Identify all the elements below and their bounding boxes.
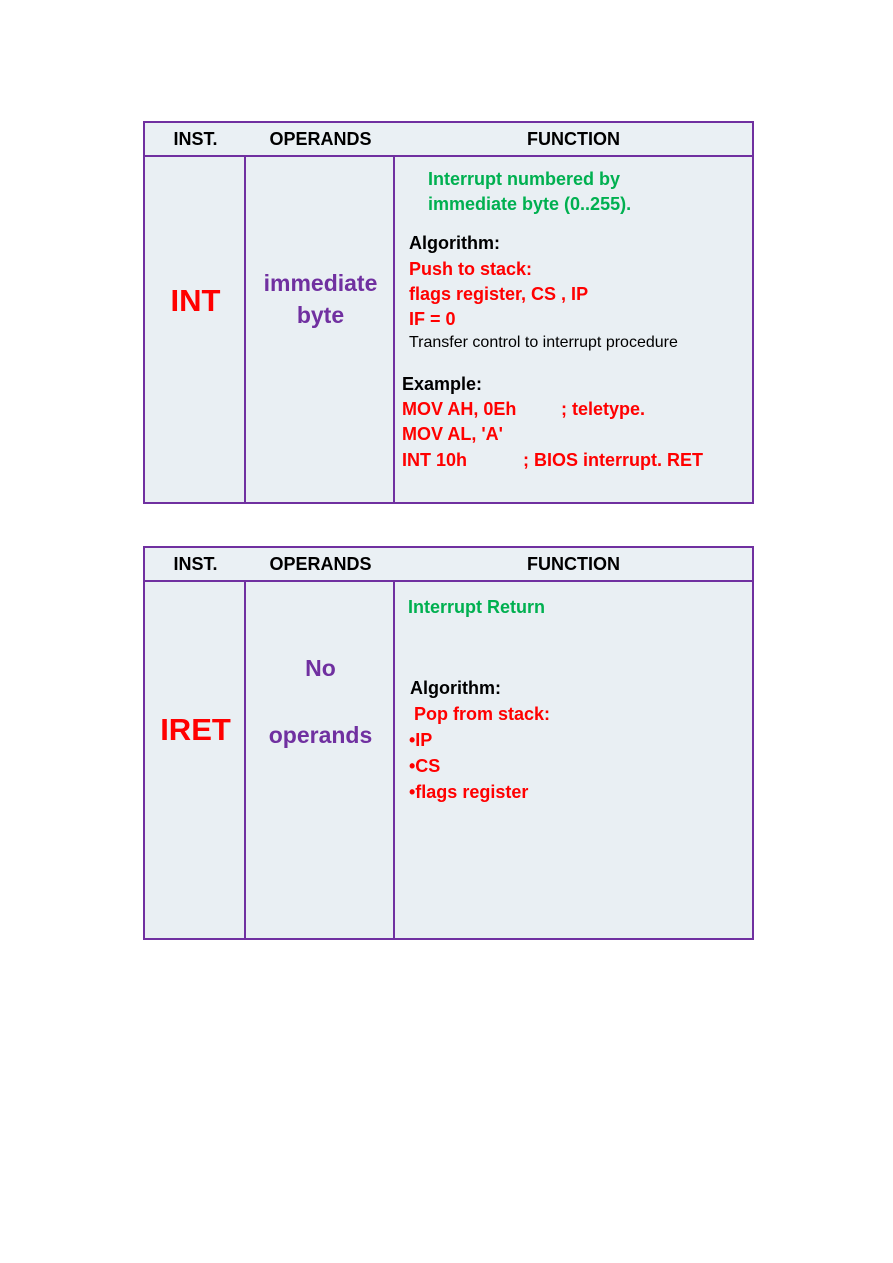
algorithm-line-4: •flags register — [409, 782, 529, 802]
algorithm-line-1: Pop from stack: — [414, 704, 551, 724]
example-code-1: MOV AH, 0Eh — [402, 399, 517, 419]
header-inst: INST. — [173, 554, 218, 574]
example-label: Example: — [402, 374, 483, 394]
algorithm-line-2: •IP — [409, 730, 433, 750]
algorithm-label: Algorithm: — [409, 233, 500, 253]
transfer-control-text: Transfer control to interrupt procedure — [409, 334, 678, 351]
operand-line-2: byte — [296, 302, 345, 328]
instruction-table-iret — [143, 546, 754, 940]
operand-line-1: immediate — [263, 270, 378, 296]
instruction-table-int — [143, 121, 754, 504]
algorithm-line-1: Push to stack: — [409, 259, 533, 279]
example-comment-3: ; BIOS interrupt. RET — [523, 450, 703, 470]
algorithm-line-2: flags register, CS , IP — [409, 284, 589, 304]
description-line-2: immediate byte (0..255). — [428, 194, 632, 214]
example-code-3: INT 10h — [402, 450, 468, 470]
header-operands: OPERANDS — [269, 554, 372, 574]
description-line-1: Interrupt Return — [408, 597, 545, 617]
example-code-2: MOV AL, 'A' — [402, 424, 503, 444]
header-function: FUNCTION — [527, 554, 620, 574]
algorithm-line-3: IF = 0 — [409, 309, 456, 329]
header-operands: OPERANDS — [269, 129, 372, 149]
description-line-1: Interrupt numbered by — [428, 169, 621, 189]
mnemonic-iret: IRET — [160, 712, 231, 747]
operand-line-2: operands — [268, 722, 373, 748]
algorithm-line-3: •CS — [409, 756, 441, 776]
algorithm-label: Algorithm: — [410, 678, 501, 698]
mnemonic-int: INT — [170, 283, 221, 318]
operand-line-1: No — [305, 655, 336, 681]
example-comment-1: ; teletype. — [561, 399, 646, 419]
header-function: FUNCTION — [527, 129, 620, 149]
header-inst: INST. — [173, 129, 218, 149]
